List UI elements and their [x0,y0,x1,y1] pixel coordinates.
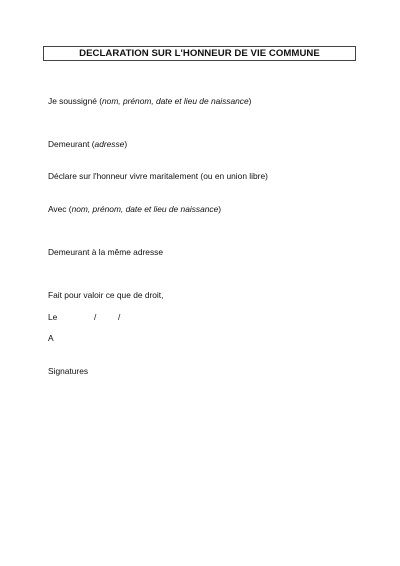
closing-text: Fait pour valoir ce que de droit, [48,290,164,300]
declarant-hint: nom, prénom, date et lieu de naissance [102,96,249,106]
declaration-text: Déclare sur l'honneur vivre maritalement (ou en union libre) [48,171,268,181]
place-line [48,333,54,343]
declarant-line [48,96,251,106]
partner-line [48,204,221,214]
partner-hint: nom, prénom, date et lieu de naissance [71,204,219,214]
address-label: Demeurant ( [48,139,95,149]
address-hint: adresse [94,139,125,149]
declarant-hint-close: ) [248,96,252,106]
date-label: Le [48,312,58,322]
address-hint-close: ) [124,139,128,149]
declarant-label: Je soussigné ( [48,96,102,106]
closing-line [48,290,163,300]
declaration-line [48,171,268,181]
signatures-label: Signatures [48,366,89,376]
date-line [48,312,168,322]
document-title: DECLARATION SUR L'HONNEUR DE VIE COMMUNE [79,48,320,59]
partner-hint-close: ) [218,204,222,214]
partner-label: Avec ( [48,204,72,214]
document-title-box [43,46,356,61]
same-address-line [48,247,163,257]
address-line [48,139,127,149]
place-label: A [48,333,54,343]
date-separator-1: / [94,312,97,322]
same-address-text: Demeurant à la même adresse [48,247,163,257]
date-separator-2: / [118,312,121,322]
signatures-line [48,366,88,376]
